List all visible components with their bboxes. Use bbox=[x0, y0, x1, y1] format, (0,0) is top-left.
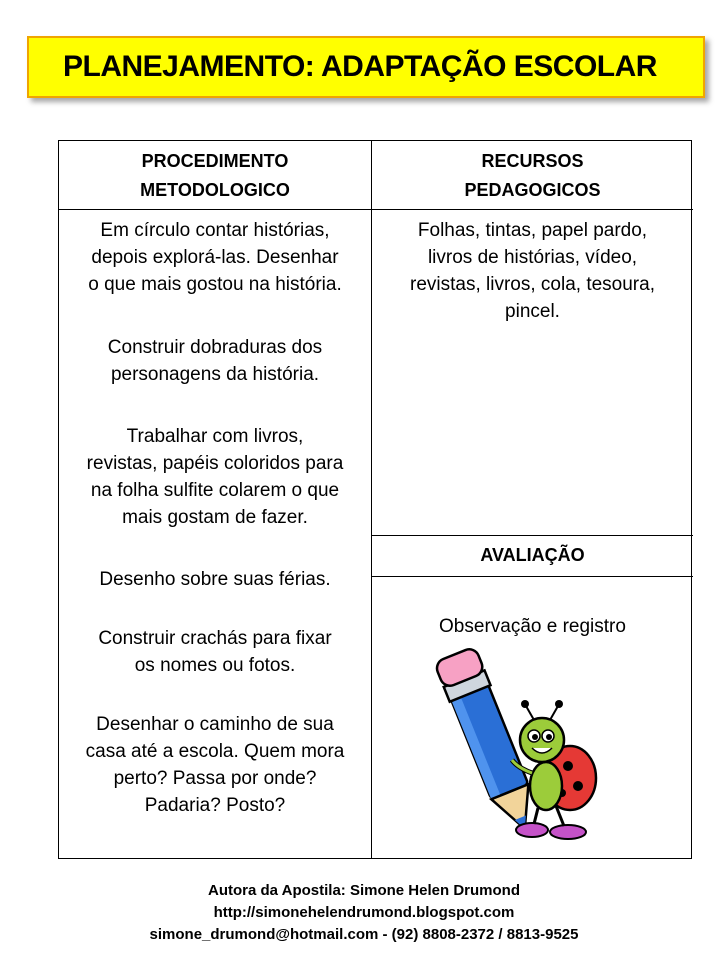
evaluation-header-top-divider bbox=[371, 535, 693, 536]
procedure-item: Construir crachás para fixar os nomes ou fotos. bbox=[98, 628, 332, 676]
resources-text: Folhas, tintas, papel pardo, livros de histórias, vídeo, revistas, livros, cola, tesoura, pincel. bbox=[410, 220, 655, 322]
evaluation-text: Observação e registro bbox=[439, 616, 626, 637]
procedure-item: Desenhar o caminho de sua casa até a escola. Quem mora perto? Passa por onde? Padaria? Posto? bbox=[85, 714, 345, 816]
procedure-item: Desenho sobre suas férias. bbox=[99, 569, 331, 590]
header-divider bbox=[59, 209, 693, 210]
page-title: PLANEJAMENTO: ADAPTAÇÃO ESCOLAR bbox=[63, 50, 657, 83]
footer-blog-link[interactable]: http://simonehelendrumond.blogspot.com bbox=[213, 904, 515, 921]
pencil-ladybug-illustration bbox=[420, 648, 610, 848]
title-banner bbox=[27, 36, 705, 98]
procedure-item: Construir dobraduras dos personagens da história. bbox=[107, 337, 323, 385]
footer-contact: simone_drumond@hotmail.com - (92) 8808-2372 / 8813-9525 bbox=[149, 926, 579, 943]
procedure-header: PROCEDIMENTO METODOLOGICO bbox=[140, 151, 290, 200]
evaluation-header: AVALIAÇÃO bbox=[480, 545, 585, 565]
footer-author: Autora da Apostila: Simone Helen Drumond bbox=[208, 882, 520, 899]
resources-header: RECURSOS PEDAGOGICOS bbox=[464, 151, 601, 200]
evaluation-header-bottom-divider bbox=[371, 576, 693, 577]
procedure-item: Em círculo contar histórias, depois explorá-las. Desenhar o que mais gostou na história. bbox=[88, 220, 342, 295]
procedure-item: Trabalhar com livros, revistas, papéis coloridos para na folha sulfite colarem o que mais gostam de fazer. bbox=[86, 426, 344, 528]
